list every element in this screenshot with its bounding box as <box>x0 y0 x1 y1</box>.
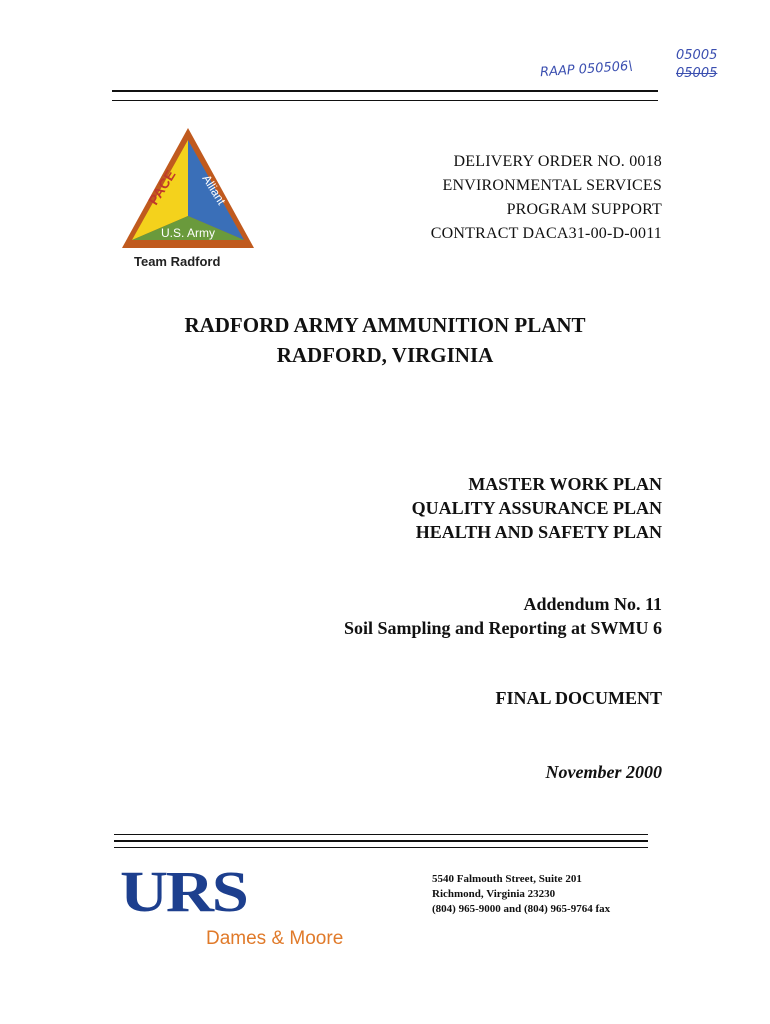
logo-caption: Team Radford <box>134 254 221 269</box>
document-date: November 2000 <box>545 762 662 782</box>
top-rule-thick <box>112 90 658 92</box>
bottom-rule-1 <box>114 834 648 835</box>
top-rule-thin <box>112 100 658 101</box>
dames-moore-label: Dames & Moore <box>206 928 344 949</box>
title-line-1: RADFORD ARMY AMMUNITION PLANT <box>184 313 586 337</box>
plan-item: MASTER WORK PLAN <box>468 474 662 494</box>
addendum-number: Addendum No. 11 <box>523 594 662 614</box>
logo-triangle-icon <box>118 124 258 254</box>
plan-item: HEALTH AND SAFETY PLAN <box>415 522 662 542</box>
bottom-rule-2 <box>114 840 648 842</box>
addendum-block <box>344 592 662 640</box>
plans-list <box>412 472 662 544</box>
urs-logo: URS <box>120 859 247 924</box>
delivery-order-header <box>431 150 662 246</box>
header-line: DELIVERY ORDER NO. 0018 <box>453 153 662 170</box>
document-title <box>0 310 770 370</box>
header-line: CONTRACT DACA31-00-D-0011 <box>430 225 662 242</box>
logo-right-label: Alliant <box>199 172 229 208</box>
logo-bottom-label: U.S. Army <box>160 226 216 240</box>
header-line: ENVIRONMENTAL SERVICES <box>442 177 662 194</box>
plan-item: QUALITY ASSURANCE PLAN <box>411 498 662 518</box>
handwritten-annotation: 05005 <box>676 66 718 81</box>
team-radford-logo <box>118 124 258 274</box>
address-line: Richmond, Virginia 23230 <box>432 888 556 900</box>
header-line: PROGRAM SUPPORT <box>506 201 662 218</box>
address-line: (804) 965-9000 and (804) 965-9764 fax <box>432 903 611 915</box>
document-status: FINAL DOCUMENT <box>495 688 662 708</box>
logo-left-label: PACE <box>144 167 179 208</box>
addendum-subject: Soil Sampling and Reporting at SWMU 6 <box>343 618 662 638</box>
handwritten-annotation: 05005 <box>676 48 718 63</box>
address-line: 5540 Falmouth Street, Suite 201 <box>432 873 582 885</box>
company-address <box>432 872 610 917</box>
title-line-2: RADFORD, VIRGINIA <box>276 343 494 367</box>
bottom-rule-3 <box>114 847 648 848</box>
handwritten-annotation: RAAP 050506\ <box>539 58 634 81</box>
